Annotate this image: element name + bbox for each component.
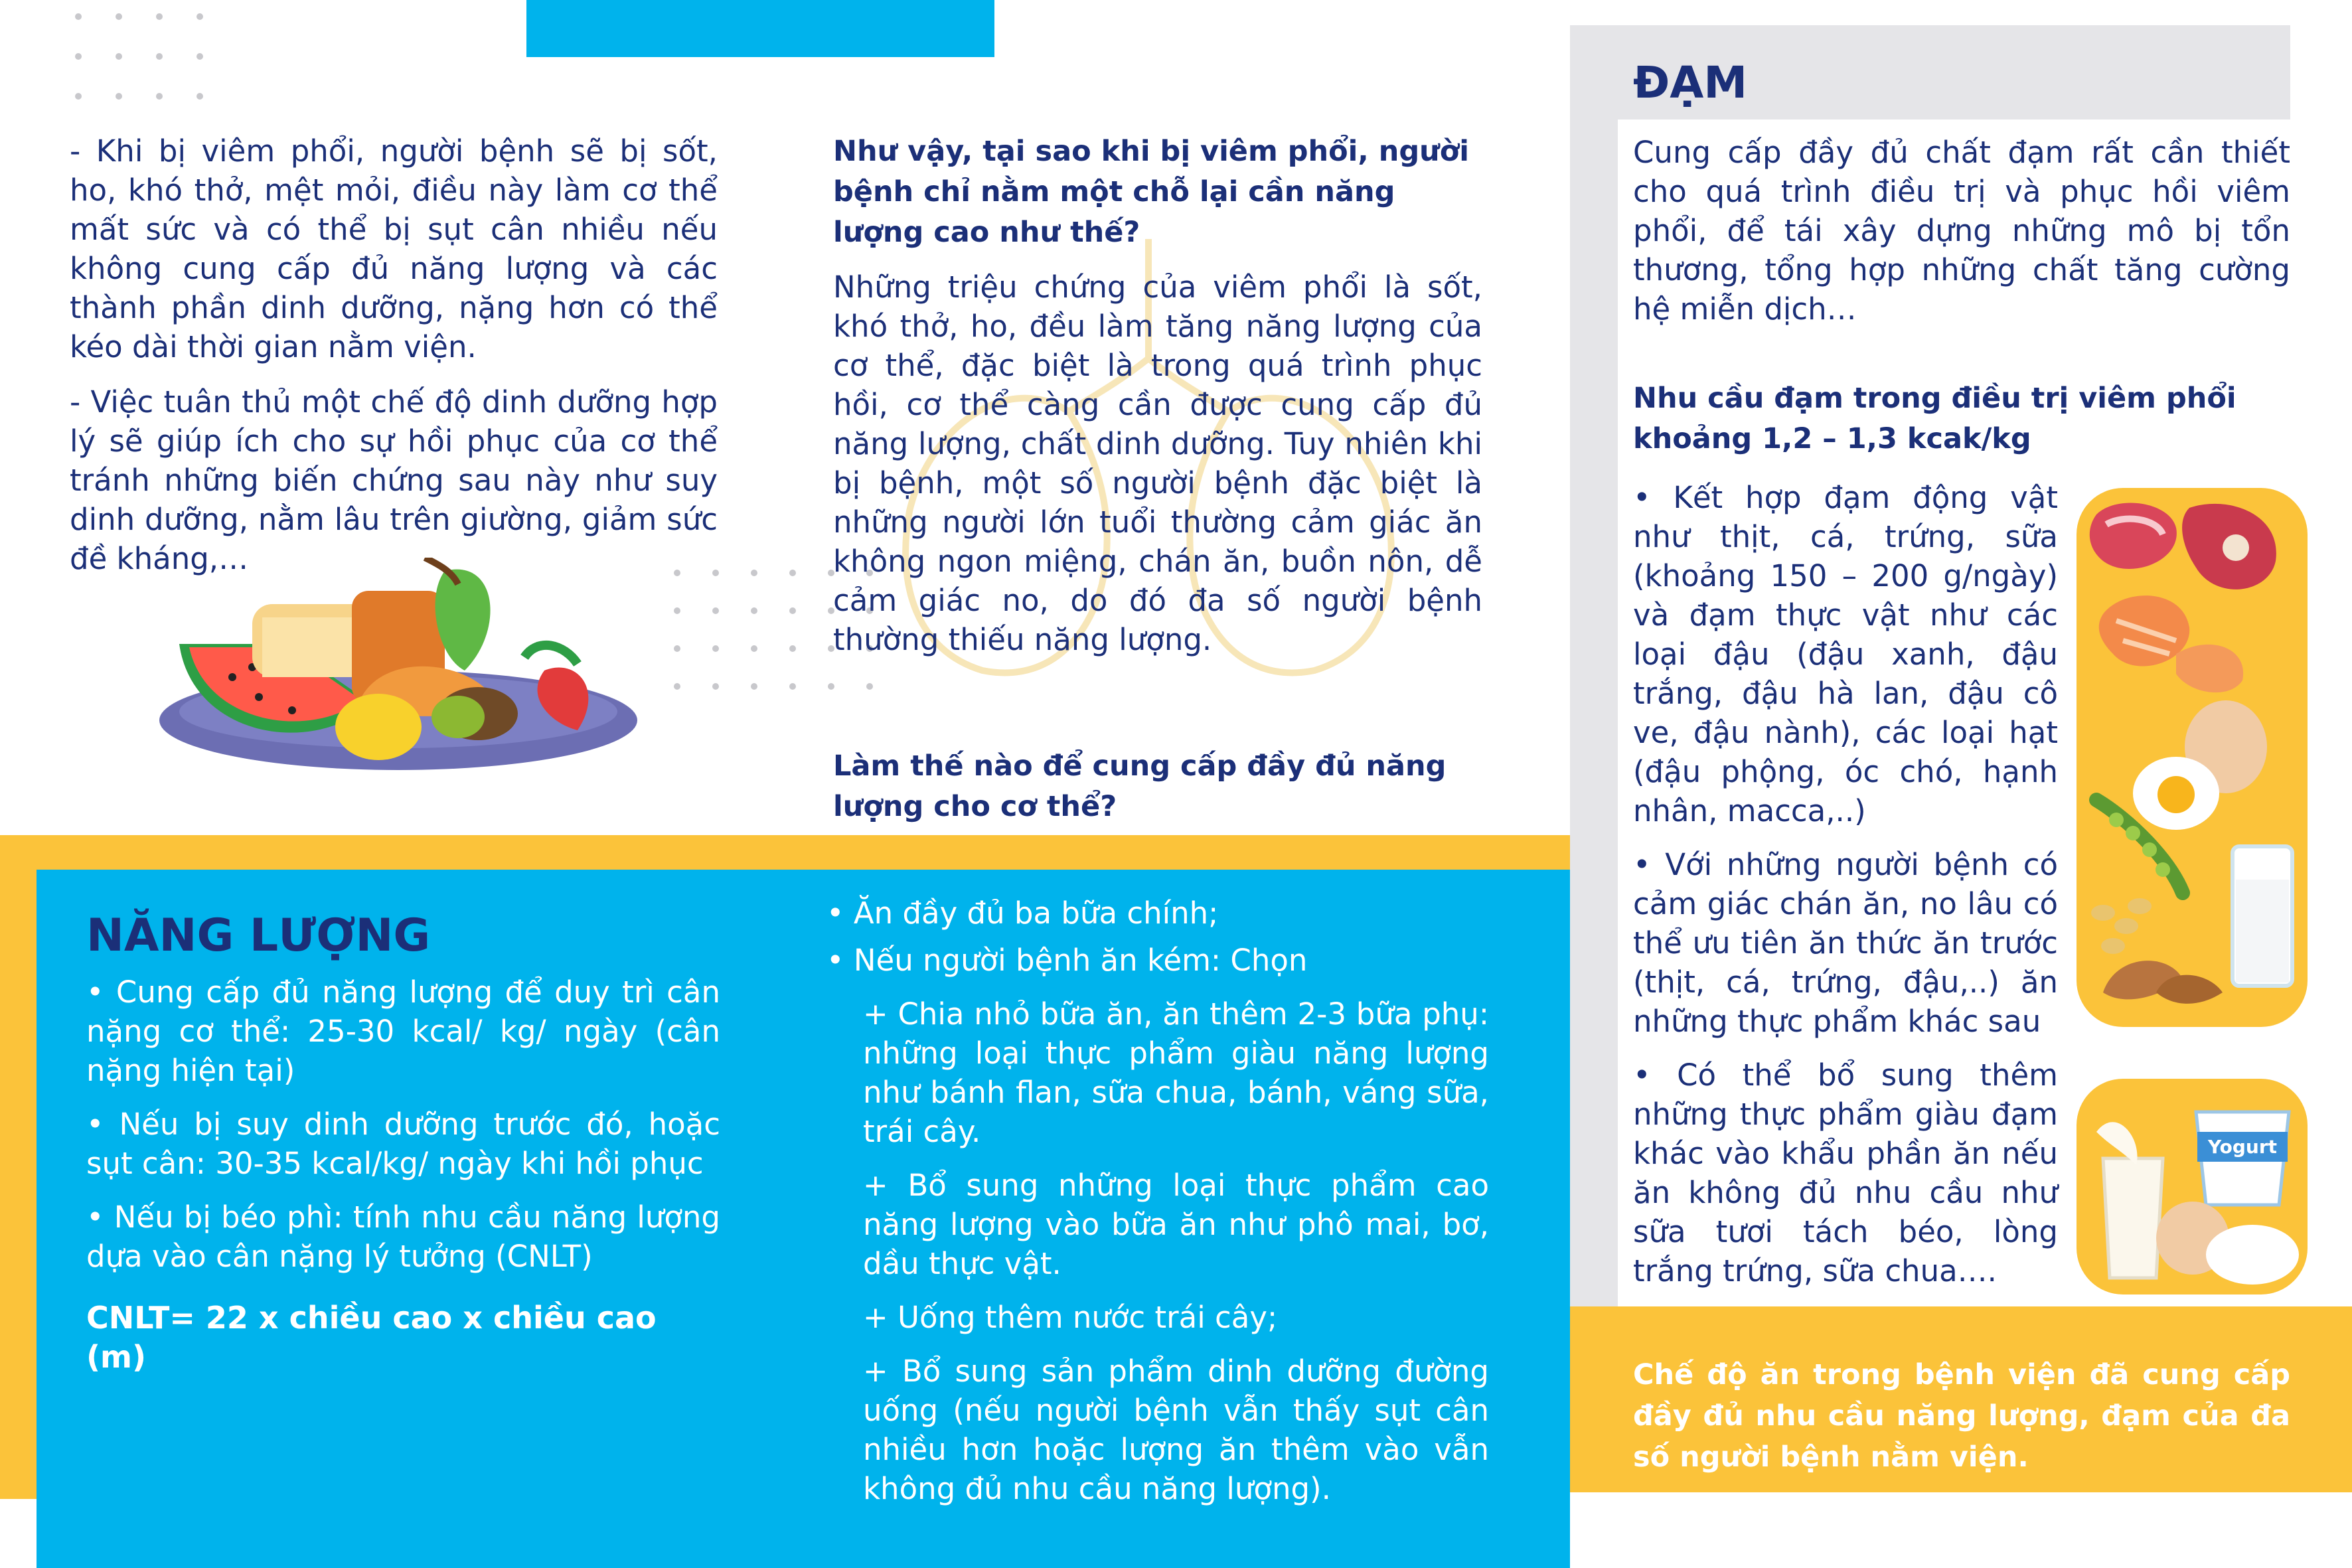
protein-bullets — [1633, 478, 2058, 1291]
protein-title: ĐẠM — [1633, 57, 1748, 108]
tip-bullet-1: • Ăn đầy đủ ba bữa chính; — [826, 896, 1219, 931]
tip-sub-2: + Bổ sung những loại thực phẩm cao năng lượng vào bữa ăn như phô mai, bơ, dầu thực vật. — [863, 1168, 1489, 1281]
middle-column — [833, 131, 1482, 659]
protein-bullet-1: • Kết hợp đạm động vật như thịt, cá, trứng, sữa (khoảng 150 – 200 g/ngày) và đạm thực vật như các loại đậu (đậu xanh, đậu trắng, đậu hà lan, đậu cô ve, đậu nành), các loại hạt (đậu phộng, óc chó, hạnh nhân, macca,..) — [1633, 480, 2058, 828]
tip-bullet-2: • Nếu người bệnh ăn kém: Chọn — [826, 943, 1308, 978]
protein-intro: Cung cấp đầy đủ chất đạm rất cần thiết cho quá trình điều trị và phục hồi viêm phổi, để tái xây dựng những mô bị tổn thương, tổng hợp những chất tăng cường hệ miễn dịch… — [1633, 135, 2290, 327]
dairy-card — [2077, 1079, 2308, 1294]
cnlt-formula: CNLT= 22 x chiều cao x chiều cao (m) — [86, 1300, 657, 1375]
protein-gray-left — [1570, 25, 1618, 1306]
tip-sub-4: + Bổ sung sản phẩm dinh dưỡng đường uống (nếu người bệnh vẫn thấy sụt cân nhiều hơn hoặc lượng ăn thêm vào vẫn không đủ nhu cầu năng lượng). — [863, 1354, 1489, 1506]
protein-yellow-right — [2290, 1306, 2352, 1492]
energy-bullet-3: • Nếu bị béo phì: tính nhu cầu năng lượng dựa vào cân nặng lý tưởng (CNLT) — [86, 1200, 720, 1274]
dot-grid-top-left — [75, 13, 237, 100]
left-intro-text — [70, 131, 718, 594]
fruit-plate-illustration — [153, 558, 637, 777]
dairy-illustration — [2077, 1079, 2308, 1294]
protein-bullet-3: • Có thể bổ sung thêm những thực phẩm giàu đạm khác vào khẩu phần ăn nếu ăn không đủ nhu cầu như sữa tươi tách béo, lòng trắng trứng, sữa chua…. — [1633, 1058, 2058, 1289]
tip-sub-3: + Uống thêm nước trái cây; — [863, 1300, 1278, 1335]
protein-foods-card — [2077, 488, 2308, 1027]
question-why-energy: Như vậy, tại sao khi bị viêm phổi, người bệnh chỉ nằm một chỗ lại cần năng lượng cao như thế? — [833, 135, 1470, 249]
energy-bullet-2: • Nếu bị suy dinh dưỡng trước đó, hoặc sụt cân: 30-35 kcal/kg/ ngày khi hồi phục — [86, 1107, 720, 1181]
question-how-energy: Làm thế nào để cung cấp đầy đủ năng lượng cho cơ thể? — [833, 749, 1447, 823]
energy-bullet-1: • Cung cấp đủ năng lượng để duy trì cân nặng cơ thể: 25-30 kcal/ kg/ ngày (cân nặng hiện tại) — [86, 975, 720, 1088]
answer-why-energy: Những triệu chứng của viêm phổi là sốt, khó thở, ho, đều làm tăng năng lượng của cơ thể, đặc biệt là trong quá trình phục hồi, cơ thể càng cần được cung cấp đủ năng lượng, chất dinh dưỡng. Tuy nhiên khi bị bệnh, một số người bệnh đặc biệt là những người lớn tuổi thường cảm giác ăn không ngon miệng, chán ăn, buồn nôn, dễ cảm giác no, do đó đa số người bệnh thường thiếu năng lượng. — [833, 270, 1482, 657]
yogurt-label: Yogurt — [2207, 1136, 2278, 1158]
energy-section — [86, 906, 720, 1377]
protein-bullet-2: • Với những người bệnh có cảm giác chán ăn, no lâu có thể ưu tiên ăn thức ăn trước (thịt, cá, trứng, đậu,..) ăn những thực phẩm khác sau — [1633, 847, 2058, 1039]
protein-foods-illustration — [2077, 488, 2308, 1027]
energy-title: NĂNG LƯỢNG — [86, 909, 431, 962]
energy-tips — [826, 894, 1489, 1508]
protein-need: Nhu cầu đạm trong điều trị viêm phổi khoảng 1,2 – 1,3 kcak/kg — [1633, 382, 2236, 455]
left-paragraph-1: - Khi bị viêm phổi, người bệnh sẽ bị sốt, ho, khó thở, mệt mỏi, điều này làm cơ thể mất sức và có thể bị sụt cân nhiều nếu không cung cấp đủ năng lượng và các thành phần dinh dưỡng, nặng hơn có thể kéo dài thời gian nằm viện. — [70, 133, 718, 364]
left-paragraph-2: - Việc tuân thủ một chế độ dinh dưỡng hợp lý sẽ giúp ích cho sự hồi phục của cơ thể tránh những biến chứng sau này như suy dinh dưỡng, nằm lâu trên giường, giảm sức đề kháng,… — [70, 384, 718, 576]
hospital-diet-note: Chế độ ăn trong bệnh viện đã cung cấp đầy đủ nhu cầu năng lượng, đạm của đa số người bệnh nằm viện. — [1633, 1358, 2290, 1474]
top-blue-bar — [526, 0, 994, 57]
tip-sub-1: + Chia nhỏ bữa ăn, ăn thêm 2-3 bữa phụ: những loại thực phẩm giàu năng lượng như bánh flan, sữa chua, bánh, váng sữa, trái cây. — [863, 996, 1489, 1149]
